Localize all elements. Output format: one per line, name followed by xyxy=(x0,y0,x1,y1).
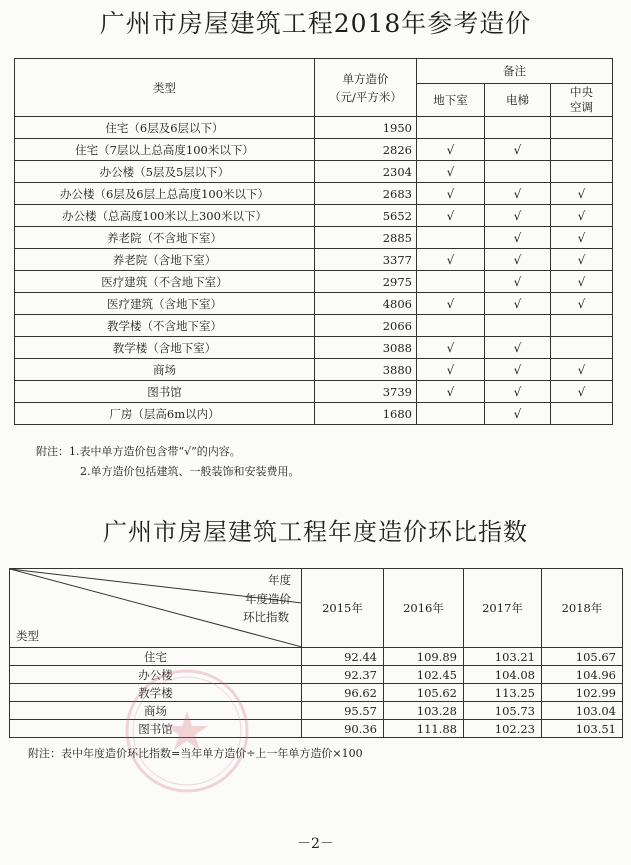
page-number: －2－ xyxy=(297,836,334,852)
basement-cell xyxy=(417,117,485,139)
central-ac-cell xyxy=(551,117,613,139)
index-value-cell: 103.04 xyxy=(542,702,623,720)
table-row xyxy=(15,293,613,315)
price-index-table xyxy=(9,568,623,738)
elevator-cell: √ xyxy=(485,227,551,249)
section-title: 广州市房屋建筑工程年度造价环比指数 xyxy=(103,518,528,546)
central-ac-cell xyxy=(551,161,613,183)
index-value-cell: 102.23 xyxy=(464,720,542,738)
unit-price-cell: 3088 xyxy=(315,337,417,359)
central-ac-cell: √ xyxy=(551,381,613,403)
index-value-cell: 103.51 xyxy=(542,720,623,738)
elevator-cell: √ xyxy=(485,139,551,161)
central-ac-cell: √ xyxy=(551,271,613,293)
header-elevator: 电梯 xyxy=(485,84,551,117)
index-value-cell: 105.62 xyxy=(384,684,464,702)
central-ac-cell: √ xyxy=(551,183,613,205)
unit-price-cell: 1950 xyxy=(315,117,417,139)
year-2015: 2015年 xyxy=(302,569,384,648)
table-row xyxy=(15,359,613,381)
elevator-cell xyxy=(485,117,551,139)
table-row xyxy=(15,183,613,205)
table2-note: 附注：表中年度造价环比指数=当年单方造价÷上一年单方造价×100 xyxy=(28,747,363,760)
year-2017: 2017年 xyxy=(464,569,542,648)
index-value-cell: 92.37 xyxy=(302,666,384,684)
basement-cell: √ xyxy=(417,359,485,381)
table-row xyxy=(15,161,613,183)
note1-line2: 2.单方造价包括建筑、一般装饰和安装费用。 xyxy=(80,465,300,478)
basement-cell: √ xyxy=(417,293,485,315)
index-value-cell: 104.08 xyxy=(464,666,542,684)
table-row xyxy=(10,648,623,666)
building-type-cell: 办公楼（5层及5层以下） xyxy=(15,161,315,183)
page-title: 广州市房屋建筑工程2018年参考造价 xyxy=(99,9,532,38)
index-value-cell: 102.99 xyxy=(542,684,623,702)
year-2018: 2018年 xyxy=(542,569,623,648)
header-price xyxy=(315,59,417,117)
table-row xyxy=(15,403,613,425)
table-row xyxy=(10,720,623,738)
basement-cell: √ xyxy=(417,205,485,227)
central-ac-cell: √ xyxy=(551,293,613,315)
table-row xyxy=(15,139,613,161)
index-value-cell: 103.21 xyxy=(464,648,542,666)
header-price-line2: （元/平方米） xyxy=(329,89,402,104)
basement-cell xyxy=(417,227,485,249)
building-type-cell: 教学楼（含地下室） xyxy=(15,337,315,359)
table-row xyxy=(10,702,623,720)
central-ac-cell: √ xyxy=(551,249,613,271)
central-ac-cell: √ xyxy=(551,359,613,381)
index-value-cell: 111.88 xyxy=(384,720,464,738)
building-type-cell: 住宅（6层及6层以下） xyxy=(15,117,315,139)
unit-price-cell: 2304 xyxy=(315,161,417,183)
unit-price-cell: 2826 xyxy=(315,139,417,161)
index-value-cell: 95.57 xyxy=(302,702,384,720)
central-ac-cell xyxy=(551,315,613,337)
elevator-cell: √ xyxy=(485,359,551,381)
building-type-cell: 教学楼 xyxy=(10,684,302,702)
index-value-cell: 103.28 xyxy=(384,702,464,720)
building-type-cell: 办公楼（总高度100米以上300米以下） xyxy=(15,205,315,227)
building-type-cell: 办公楼 xyxy=(10,666,302,684)
building-type-cell: 商场 xyxy=(15,359,315,381)
building-type-cell: 医疗建筑（不含地下室） xyxy=(15,271,315,293)
elevator-cell: √ xyxy=(485,183,551,205)
table-row xyxy=(10,666,623,684)
reference-price-table xyxy=(14,58,613,425)
elevator-cell: √ xyxy=(485,271,551,293)
elevator-cell: √ xyxy=(485,249,551,271)
elevator-cell xyxy=(485,315,551,337)
diag-index-line2: 环比指数 xyxy=(243,610,289,624)
header-price-line1: 单方造价 xyxy=(342,71,389,86)
unit-price-cell: 4806 xyxy=(315,293,417,315)
central-ac-cell xyxy=(551,337,613,359)
building-type-cell: 图书馆 xyxy=(10,720,302,738)
unit-price-cell: 3880 xyxy=(315,359,417,381)
elevator-cell: √ xyxy=(485,293,551,315)
basement-cell: √ xyxy=(417,139,485,161)
building-type-cell: 商场 xyxy=(10,702,302,720)
unit-price-cell: 2885 xyxy=(315,227,417,249)
official-seal-stamp xyxy=(122,666,252,796)
table1-note xyxy=(36,442,300,482)
diag-type: 类型 xyxy=(16,629,39,643)
basement-cell xyxy=(417,271,485,293)
diagonal-header xyxy=(10,569,302,648)
table-row xyxy=(15,381,613,403)
diag-index-line1: 年度造价 xyxy=(245,592,291,606)
elevator-cell xyxy=(485,161,551,183)
basement-cell: √ xyxy=(417,381,485,403)
building-type-cell: 住宅（7层以上总高度100米以下） xyxy=(15,139,315,161)
table-row xyxy=(15,117,613,139)
basement-cell xyxy=(417,403,485,425)
unit-price-cell: 3739 xyxy=(315,381,417,403)
index-value-cell: 102.45 xyxy=(384,666,464,684)
header-basement: 地下室 xyxy=(417,84,485,117)
table-row xyxy=(15,227,613,249)
diagonal-lines xyxy=(10,569,301,647)
basement-cell xyxy=(417,315,485,337)
unit-price-cell: 2066 xyxy=(315,315,417,337)
elevator-cell: √ xyxy=(485,381,551,403)
table-row xyxy=(15,337,613,359)
index-value-cell: 113.25 xyxy=(464,684,542,702)
index-value-cell: 96.62 xyxy=(302,684,384,702)
index-value-cell: 90.36 xyxy=(302,720,384,738)
building-type-cell: 住宅 xyxy=(10,648,302,666)
building-type-cell: 养老院（含地下室） xyxy=(15,249,315,271)
central-ac-cell xyxy=(551,139,613,161)
index-value-cell: 105.73 xyxy=(464,702,542,720)
header-ac xyxy=(551,84,613,117)
index-value-cell: 105.67 xyxy=(542,648,623,666)
building-type-cell: 养老院（不含地下室） xyxy=(15,227,315,249)
index-value-cell: 104.96 xyxy=(542,666,623,684)
building-type-cell: 办公楼（6层及6层上总高度100米以下） xyxy=(15,183,315,205)
table-row xyxy=(15,249,613,271)
building-type-cell: 图书馆 xyxy=(15,381,315,403)
building-type-cell: 教学楼（不含地下室） xyxy=(15,315,315,337)
unit-price-cell: 1680 xyxy=(315,403,417,425)
header-ac-line1: 中央 xyxy=(570,85,593,99)
basement-cell: √ xyxy=(417,249,485,271)
central-ac-cell: √ xyxy=(551,227,613,249)
diag-year: 年度 xyxy=(268,573,291,587)
index-value-cell: 92.44 xyxy=(302,648,384,666)
basement-cell: √ xyxy=(417,183,485,205)
unit-price-cell: 3377 xyxy=(315,249,417,271)
header-type: 类型 xyxy=(15,59,315,117)
note1-line1: 附注：1.表中单方造价包含带“√”的内容。 xyxy=(36,445,241,458)
unit-price-cell: 2683 xyxy=(315,183,417,205)
basement-cell: √ xyxy=(417,337,485,359)
unit-price-cell: 5652 xyxy=(315,205,417,227)
table-row xyxy=(10,684,623,702)
index-value-cell: 109.89 xyxy=(384,648,464,666)
basement-cell: √ xyxy=(417,161,485,183)
building-type-cell: 医疗建筑（含地下室） xyxy=(15,293,315,315)
table-row xyxy=(15,315,613,337)
elevator-cell: √ xyxy=(485,403,551,425)
header-remark: 备注 xyxy=(417,59,613,84)
building-type-cell: 厂房（层高6m以内） xyxy=(15,403,315,425)
table-row xyxy=(15,205,613,227)
elevator-cell: √ xyxy=(485,205,551,227)
table-row xyxy=(15,271,613,293)
year-2016: 2016年 xyxy=(384,569,464,648)
central-ac-cell: √ xyxy=(551,205,613,227)
header-ac-line2: 空调 xyxy=(570,100,593,114)
elevator-cell: √ xyxy=(485,337,551,359)
central-ac-cell xyxy=(551,403,613,425)
unit-price-cell: 2975 xyxy=(315,271,417,293)
